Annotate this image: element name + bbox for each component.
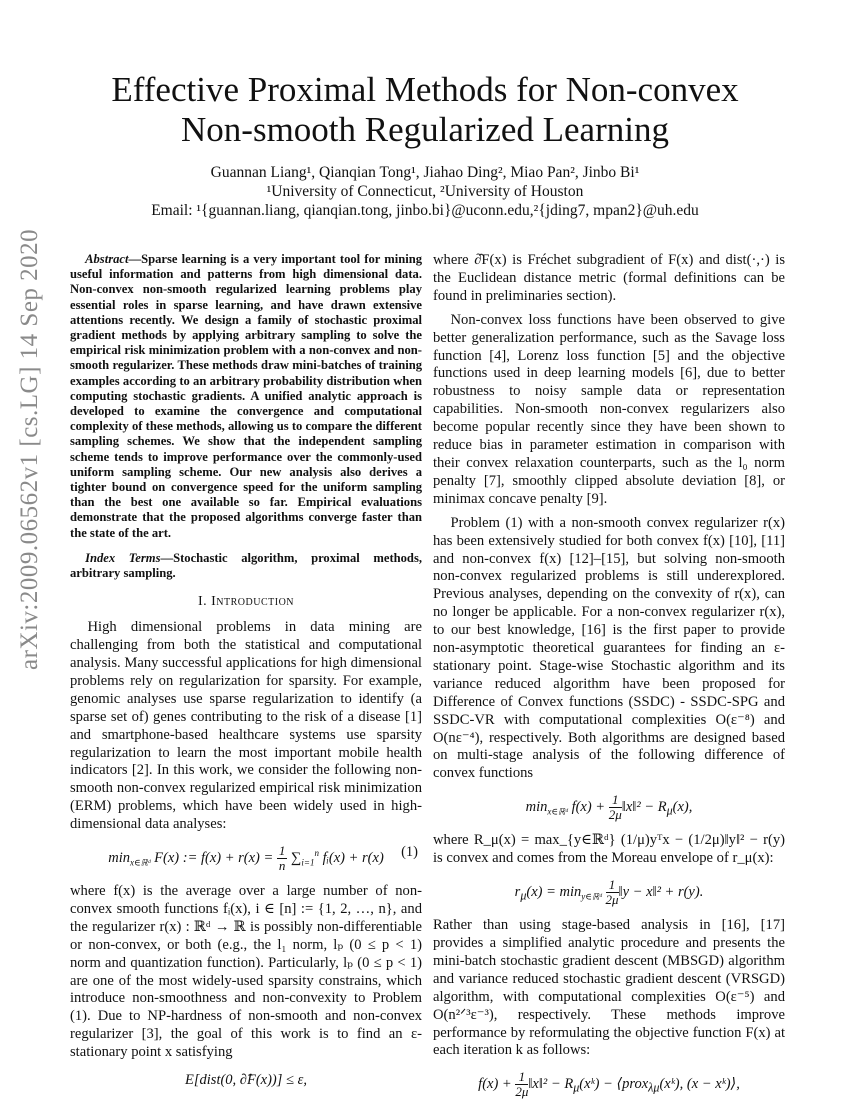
author-names: Guannan Liang¹, Qianqian Tong¹, Jiahao Ding², Miao Pan², Jinbo Bi¹ (210, 164, 640, 181)
difference-of-convex-equation: $\min_{x\in ℝᵈ} f(x)$ + $\frac{1}{2\mu}$ ‖x‖² − $R_\mu(x)$, (525, 792, 693, 823)
section-title: Introduction (211, 594, 295, 610)
stationary-condition: E[dist(0, ∂̂F(x))] ≤ ε, (185, 1072, 307, 1089)
paper-title (100, 70, 750, 150)
index-terms (70, 551, 422, 581)
right-paragraph-4: where R_μ(x) = max_{y∈ℝᵈ} (1/μ)yᵀx − (1/2μ)‖y‖² − r(y) is convex and comes from the Moreau envelope of r_μ(x): (433, 832, 785, 867)
right-paragraph-5: Rather than using stage-based analysis in [16], [17] provides a simplified analytic procedure and presents the mini-batch stochastic gradient descent (MBSGD) algorithm and variance reduced stochastic gradient descent (VRSGD) algorithm, with computational complexities O(ε⁻⁵) and O(n²ᐟ³ε⁻³), respectively. These methods improve performance by reformulating the objective function F(x) at each iteration k as follows: (433, 917, 785, 1059)
abstract-label: Abstract (85, 252, 129, 266)
right-paragraph-3: Problem (1) with a non-smooth convex regularizer r(x) has been extensively studied for both convex f(x) [10], [11] and non-convex f(x) [12]–[15], but solving non-smooth non-convex regularized problems is still underexplored. Previous analyses, depending on the convexity of r(x), can no longer be applicable. For a non-convex regularizer r(x), to our best knowledge, [16] is the first paper to provide non-asymptotic theoretical guarantees for finding an ε-stationary point. Stage-wise Stochastic algorithm and its variance reduced algorithm have been proposed for Difference of Convex functions (SSDC) - SSDC-SPG and SSDC-VR with computational complexities O(ε⁻⁸) and O(nε⁻⁴), respectively. Both algorithms are designed based on multi-stage analysis of the following difference of convex functions (433, 514, 785, 782)
arxiv-side-stamp: arXiv:2009.06562v1 [cs.LG] 14 Sep 2020 (16, 228, 43, 670)
author-block (100, 163, 750, 220)
intro-paragraph-2: where f(x) is the average over a large number of non-convex smooth functions fᵢ(x), i ∈ [n] := {1, 2, …, n}, and the regularizer r(x) : ℝᵈ → ℝ is possibly non-differentiable or non-convex, or both (e.g., the l₁ norm, lₚ (0 ≤ p < 1) norm and quantization function). Particularly, lₚ (0 ≤ p < 1) are one of the most widely-used sparsity constrains, which introduce non-smoothness and non-convexity to Problem (1). Due to NP-hardness of non-smooth and non-convex regularizer [3], the goal of this work is to find an ε-stationary point x satisfying (70, 883, 422, 1061)
reformulated-objective-equation: f(x) + $\frac{1}{2\mu}$ ‖x‖² − $R_\mu(xᵏ)$ − ⟨prox$_{\lambda\mu}$(xᵏ), (x − xᵏ)⟩, (478, 1069, 740, 1100)
title-line-2: Non-smooth Regularized Learning (181, 110, 669, 149)
right-column (433, 252, 785, 1109)
abstract (70, 252, 422, 541)
index-terms-text: —Stochastic algorithm, proximal methods, arbitrary sampling. (70, 550, 422, 581)
equation-1: $\min_{x\in ℝᵈ} F(x)$ := f(x) + r(x) = $\frac{1}{n}$ $\sum_{i=1}^n$ fᵢ(x) + r(x) (1) (108, 843, 418, 874)
section-heading: I. Introduction (197, 594, 295, 610)
affiliations: ¹University of Connecticut, ²University of Houston (266, 183, 584, 200)
equation-number: (1) (401, 844, 418, 861)
intro-paragraph-1: High dimensional problems in data mining are challenging from both the statistical and computational analysis. Many successful applications for high dimensional problems rely on regularization for sparsity. For example, genomic analyses use sparse regularization to identify (a sparse set of) genes contributing to the risk of a disease [1] and smartphone-based healthcare systems use sparsity regularization to learn the most important mobile health indicators [2]. In this work, we consider the following non-smooth non-convex regularized empirical risk minimization (ERM) problems, which have been widely used in high-dimensional data analyses: (70, 619, 422, 833)
title-line-1: Effective Proximal Methods for Non-convex (111, 70, 739, 109)
index-terms-label: Index Terms (85, 550, 161, 565)
abstract-text: —Sparse learning is a very important tool for mining useful information and patterns from high dimensional data. Non-convex non-smooth regularized learning problems play essential roles in sparse learning, and have drawn extensive attentions recently. We design a family of stochastic proximal gradient methods by applying arbitrary sampling to solve the empirical risk minimization problem with a non-convex and non-smooth regularizer. These methods draw mini-batches of training examples according to an arbitrary probability distribution when computing stochastic gradients. A unified analytic approach is developed to examine the convergence and computational complexity of these methods, allowing us to compare the different sampling schemes. We show that the independent sampling scheme tends to improve performance over the commonly-used uniform sampling scheme. Our new analysis also derives a tighter bound on convergence speed for the uniform sampling than the best one available so far. Empirical evaluations demonstrate that the proposed algorithms converge faster than the state of the art. (70, 252, 422, 540)
emails: Email: ¹{guannan.liang, qianqian.tong, jinbo.bi}@uconn.edu,²{jding7, mpan2}@uh.edu (151, 202, 699, 219)
right-paragraph-2: Non-convex loss functions have been observed to give better generalization performance, such as the Savage loss function [4], Lorenz loss function [5] and the objective functions used in deep learning models [6], due to better robustness to noisy sample data or representation capabilities. Non-smooth non-convex regularizers also become popular recently since they have been shown to reduce bias in parameter estimation in comparison with their convex relaxation counterparts, such as the l₀ norm penalty [7], smoothly clipped absolute deviation [8], or minimax concave penalty [9]. (433, 311, 785, 507)
right-paragraph-1: where ∂̂F(x) is Fréchet subgradient of F(x) and dist(·,·) is the Euclidean distance metric (formal definitions can be found in preliminaries section). (433, 252, 785, 304)
left-column (70, 252, 422, 1100)
moreau-envelope-equation: $r_\mu(x) = \min_{y\in ℝᵈ}$ $\frac{1}{2\mu}$ ‖y − x‖² + r(y). (514, 877, 704, 908)
